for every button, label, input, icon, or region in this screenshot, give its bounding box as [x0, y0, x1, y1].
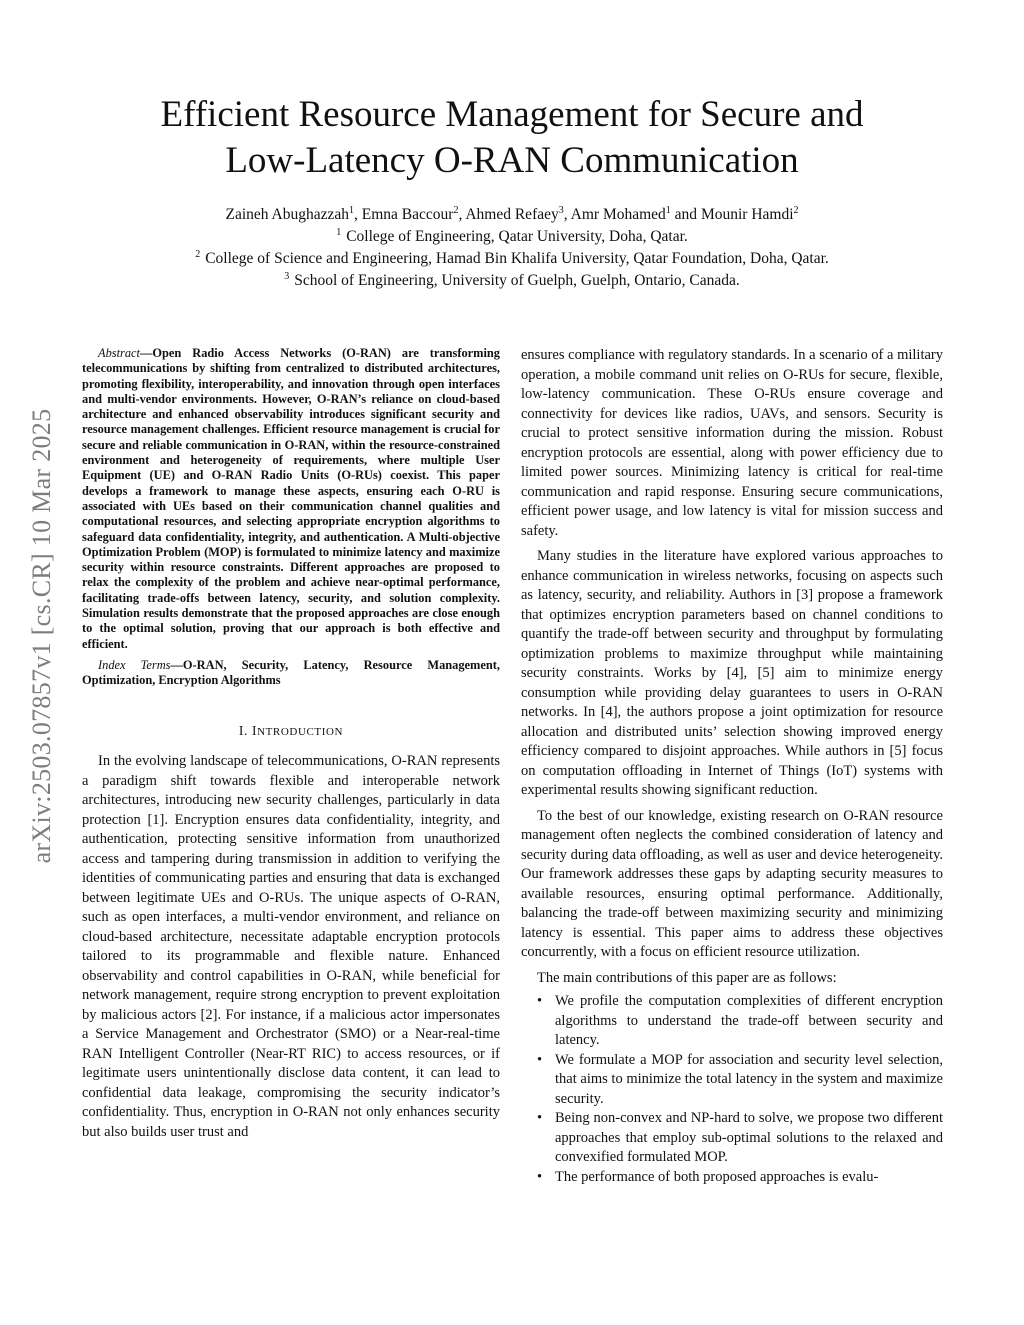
affiliation-number: 2	[195, 248, 201, 260]
list-item: • We profile the computation complexities of different encryption algorithms to understand the trade-off between security and latency.	[521, 992, 943, 1051]
contributions-list	[521, 992, 943, 1187]
index-terms	[82, 658, 500, 689]
author-separator: ,	[563, 206, 571, 223]
author-list	[40, 204, 984, 226]
list-item: • We formulate a MOP for association and security level selection, that aims to minimize the total latency in the system and maximize security.	[521, 1051, 943, 1110]
affiliation-number: 3	[284, 270, 290, 282]
author-name: Zaineh Abughazzah	[225, 206, 350, 223]
section-title-rest: NTRODUCTION	[257, 725, 344, 738]
section-heading-introduction	[82, 721, 500, 743]
index-terms-label: Index Terms	[98, 657, 171, 672]
paper-title-line-2: Low-Latency O-RAN Communication	[225, 140, 799, 181]
author-affiliation-mark: 2	[793, 204, 799, 216]
author-affiliation-mark: 1	[665, 204, 671, 216]
body-paragraph: ensures compliance with regulatory standards. In a scenario of a military operation, a mobile command unit relies on O-RUs for secure, flexible, low-latency communication. These O-RUs ensure coverage and connectivity for devices like radios, UAVs, and sensors. Security is crucial to protect sensitive information during the mission. Robust encryption protocols are essential, along with power efficiency due to limited power sources. Minimizing latency is critical for real-time communication and rapid response. Ensuring secure communications, efficient power usage, and low latency is vital for mission success and safety.	[521, 347, 943, 539]
list-item: • Being non-convex and NP-hard to solve, we propose two different approaches that employ sub-optimal solutions to the relaxed and convexified formulated MOP.	[521, 1109, 943, 1168]
abstract-text: —Open Radio Access Networks (O-RAN) are transforming telecommunications by shifting from centralized to distributed architectures, promoting flexibility, interoperability, and innovation through open interfaces and multi-vendor environments. However, O-RAN’s reliance on cloud-based architecture and enhanced observability introduces significant security and resource management challenges. Efficient resource management is crucial for secure and reliable communication in O-RAN, within the resource-constrained environment and heterogeneity of requirements, where multiple User Equipment (UE) and O-RAN Radio Units (O-RUs) coexist. This paper develops a framework to manage these aspects, ensuring each O-RU is associated with UEs based on their communication channel qualities and computational resources, and selecting appropriate encryption algorithms to safeguard data confidentiality, integrity, and authentication. A Multi-objective Optimization Problem (MOP) is formulated to minimize latency and maximize security within resource constraints. Different approaches are proposed to relax the complexity of the problem and achieve near-optimal performance, facilitating trade-offs between latency, security, and solution complexity. Simulation results demonstrate that the proposed approaches are close enough to the optimal solution, proving that our approach is both effective and efficient.	[82, 346, 500, 651]
author-separator: and	[670, 206, 701, 223]
right-column	[521, 346, 943, 1187]
section-title-initial: I	[251, 722, 258, 738]
section-number: I.	[238, 722, 248, 738]
author-name: Amr Mohamed	[570, 206, 666, 223]
author-separator: ,	[458, 206, 466, 223]
list-item: • The performance of both proposed approaches is evalu-	[521, 1168, 943, 1188]
body-paragraph: The main contributions of this paper are as follows:	[537, 969, 837, 986]
author-affiliation-mark: 3	[558, 204, 564, 216]
author-affiliation-mark: 1	[349, 204, 355, 216]
body-paragraph: To the best of our knowledge, existing research on O-RAN resource management often neglects the combined consideration of latency and security during data offloading, as well as user and device heterogeneity. Our framework addresses these gaps by adapting security measures to available resources, ensuring optimal performance. Additionally, balancing the trade-off between maximizing security and minimizing latency is essential. This paper aims to address these objectives concurrently, with a focus on efficient resource utilization.	[521, 807, 943, 960]
abstract-label: Abstract	[98, 346, 140, 360]
authors-block	[40, 204, 984, 292]
body-paragraph: Many studies in the literature have explored various approaches to enhance communication in wireless networks, focusing on aspects such as latency, security, and reliability. Authors in [3] propose a framework that optimizes encryption parameters based on channel conditions to quantify the trade-off between security and throughput by formulating optimization problems to maximize throughput while maintaining security constraints. Works by [4], [5] aim to minimize energy consumption while providing delay guarantees to users in O-RAN networks. In [4], the authors propose a joint optimization for resource allocation and distributed units’ selection showing improved energy efficiency compared to disjoint approaches. While authors in [5] focus on computation offloading in Internet of Things (IoT) systems with experimental results showing significant reduction.	[521, 548, 943, 798]
affiliation-line	[40, 226, 984, 248]
body-paragraph: In the evolving landscape of telecommunications, O-RAN represents a paradigm shift towards flexible and interoperable network architectures, introducing new security challenges, particularly in data protection [1]. Encryption ensures data confidentiality, integrity, and authentication, protecting sensitive information from unauthorized access and tampering during transmission in addition to verifying the identities of communicating parties and ensuring that data is exchanged between legitimate UEs and O-RUs. The unique aspects of O-RAN, such as open interfaces, a multi-vendor environment, and reliance on cloud-based architecture, necessitate adaptable encryption protocols tailored to its programmable and flexible nature. Enhanced observability and control capabilities in O-RAN, while beneficial for network management, require strong encryption to prevent exploitation by malicious actors [2]. For instance, if a malicious actor impersonates a Service Management and Orchestrator (SMO) or a Near-real-time RAN Intelligent Controller (Near-RT RIC) to access resources, or if legitimate users unintentionally disclose data content, it can lead to confidential data leakage, compromising the security indicator’s confidentiality. Thus, encryption in O-RAN not only enhances security but also builds user trust and	[82, 753, 500, 1140]
affiliation-text: College of Science and Engineering, Hamad Bin Khalifa University, Qatar Foundation, Doha, Qatar.	[205, 250, 829, 267]
author-affiliation-mark: 2	[453, 204, 459, 216]
affiliation-line	[40, 270, 984, 292]
author-name: Ahmed Refaey	[465, 206, 559, 223]
abstract	[82, 346, 500, 652]
paper-title-line-1: Efficient Resource Management for Secure and	[160, 94, 864, 135]
affiliation-number: 1	[336, 226, 342, 238]
affiliation-text: College of Engineering, Qatar University, Doha, Qatar.	[346, 228, 688, 245]
author-name: Mounir Hamdi	[700, 206, 794, 223]
author-name: Emna Baccour	[361, 206, 454, 223]
affiliation-line	[40, 248, 984, 270]
arxiv-identifier-stamp: arXiv:2503.07857v1 [cs.CR] 10 Mar 2025	[27, 408, 56, 864]
author-separator: ,	[354, 206, 362, 223]
paper-title	[40, 92, 984, 184]
left-column	[82, 346, 500, 1142]
affiliation-text: School of Engineering, University of Guelph, Guelph, Ontario, Canada.	[294, 272, 740, 289]
index-terms-text: —O-RAN, Security, Latency, Resource Management, Optimization, Encryption Algorithms	[82, 657, 500, 688]
